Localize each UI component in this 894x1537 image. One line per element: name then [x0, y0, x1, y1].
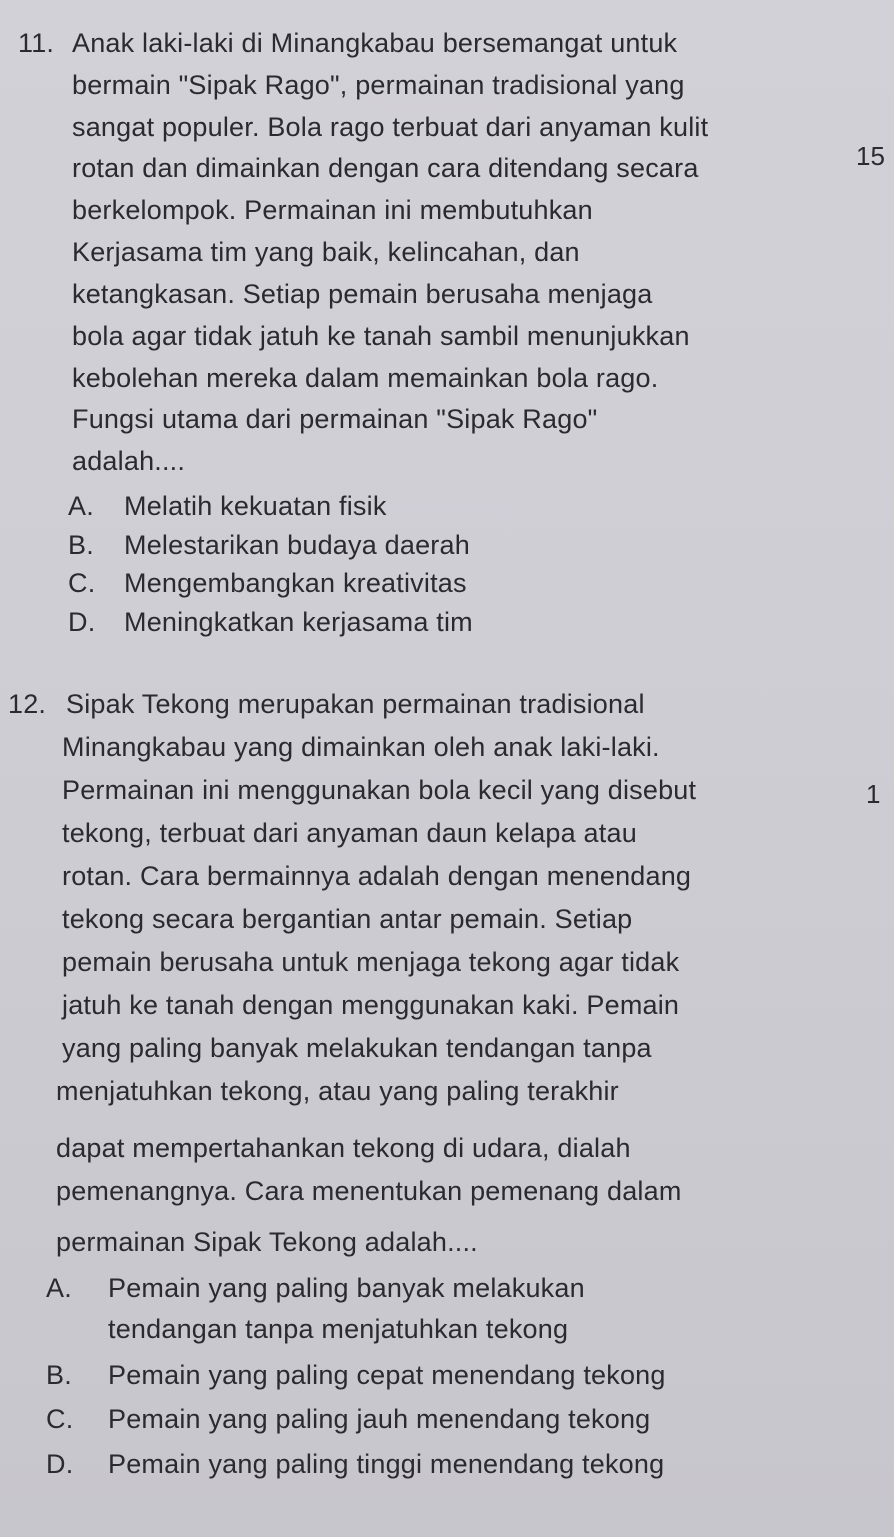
question-text-line: sangat populer. Bola rago terbuat dari anyaman kulit: [72, 112, 709, 142]
question-text-line: pemenangnya. Cara menentukan pemenang dalam: [56, 1176, 682, 1206]
margin-page-number: 15: [856, 141, 885, 171]
question-text-line: berkelompok. Permainan ini membutuhkan: [72, 195, 593, 225]
question-text-line: adalah....: [72, 446, 186, 476]
question-text-line: Anak laki-laki di Minangkabau bersemangat untuk: [72, 28, 678, 58]
option-text: Mengembangkan kreativitas: [124, 568, 467, 598]
question-text-line: Permainan ini menggunakan bola kecil yang disebut: [62, 775, 697, 805]
question-text-line: rotan dan dimainkan dengan cara ditendang secara: [72, 153, 699, 183]
option-letter: B.: [68, 530, 94, 560]
question-text-line: permainan Sipak Tekong adalah....: [56, 1227, 478, 1257]
option-letter: C.: [46, 1404, 74, 1434]
option-letter: C.: [68, 568, 96, 598]
question-text-line: tekong secara bergantian antar pemain. Setiap: [62, 904, 633, 934]
option-text: Melestarikan budaya daerah: [124, 530, 470, 560]
question-text-line: bermain "Sipak Rago", permainan tradisional yang: [72, 70, 685, 100]
question-text-line: jatuh ke tanah dengan menggunakan kaki. Pemain: [62, 990, 680, 1020]
question-text-line: ketangkasan. Setiap pemain berusaha menjaga: [72, 279, 653, 309]
option-letter: A.: [46, 1273, 72, 1303]
question-number: 11.: [18, 28, 55, 58]
option-text: Meningkatkan kerjasama tim: [124, 607, 473, 637]
option-letter: D.: [68, 607, 96, 637]
question-text-line: kebolehan mereka dalam memainkan bola rago.: [72, 363, 659, 393]
option-letter: A.: [68, 491, 94, 521]
option-text: Pemain yang paling cepat menendang tekong: [108, 1360, 666, 1390]
option-text: Pemain yang paling jauh menendang tekong: [108, 1404, 651, 1434]
option-text: Pemain yang paling banyak melakukan: [108, 1273, 585, 1303]
question-text-line: rotan. Cara bermainnya adalah dengan menendang: [62, 861, 692, 891]
question-text-line: menjatuhkan tekong, atau yang paling terakhir: [56, 1076, 619, 1106]
option-text: Melatih kekuatan fisik: [124, 491, 387, 521]
question-text-line: Minangkabau yang dimainkan oleh anak laki-laki.: [62, 732, 660, 762]
option-letter: B.: [46, 1360, 72, 1390]
question-text-line: dapat mempertahankan tekong di udara, dialah: [56, 1133, 631, 1163]
question-text-line: pemain berusaha untuk menjaga tekong agar tidak: [62, 947, 680, 977]
question-text-line: bola agar tidak jatuh ke tanah sambil menunjukkan: [72, 321, 690, 351]
option-text: Pemain yang paling tinggi menendang tekong: [108, 1449, 665, 1479]
question-text-line: Sipak Tekong merupakan permainan tradisional: [66, 689, 645, 719]
question-text-line: Fungsi utama dari permainan "Sipak Rago": [72, 404, 598, 434]
question-text-line: tekong, terbuat dari anyaman daun kelapa atau: [62, 818, 637, 848]
question-text-line: yang paling banyak melakukan tendangan tanpa: [62, 1033, 652, 1063]
margin-page-number: 1: [866, 779, 881, 809]
question-number: 12.: [8, 689, 47, 719]
question-text-line: Kerjasama tim yang baik, kelincahan, dan: [72, 237, 580, 267]
option-letter: D.: [46, 1449, 74, 1479]
option-text: tendangan tanpa menjatuhkan tekong: [108, 1314, 569, 1344]
